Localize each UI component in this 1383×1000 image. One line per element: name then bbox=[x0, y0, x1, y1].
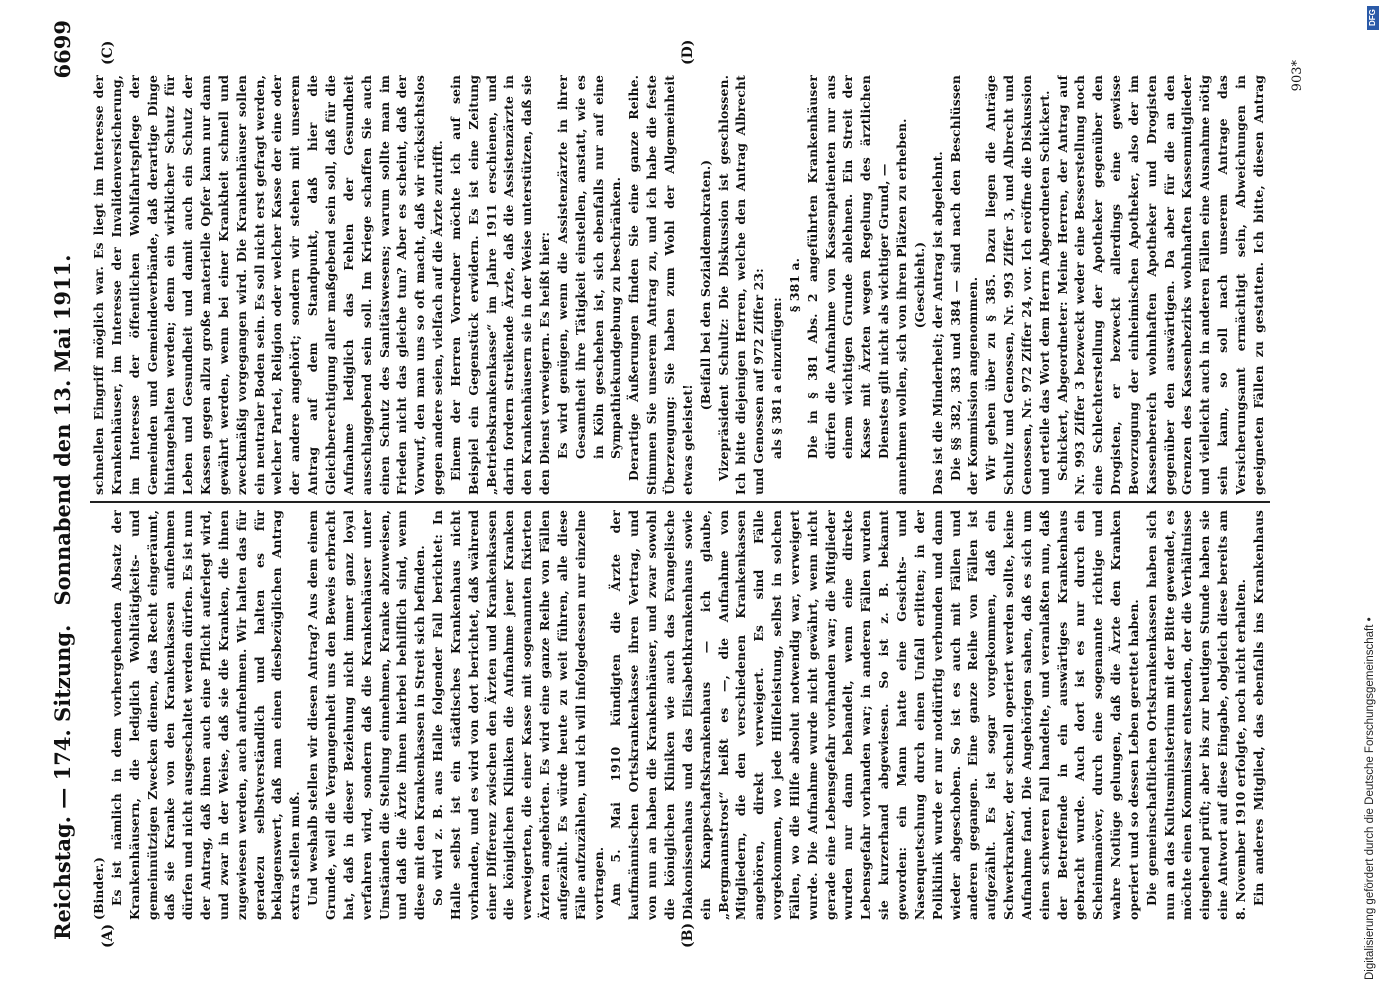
paragraph: als § 381 a einzufügen: bbox=[769, 297, 785, 459]
paragraph: (Beifall bei den Sozialdemokraten.) bbox=[697, 159, 713, 411]
paragraph: Es wird genügen, wenn die Assistenzärzte in ihrer Gesamtheit ihre Tätigkeit einstellen, anstatt, wie es in Köln geschehen ist, sich ebenfalls nur auf eine Sympathiekundgebung zu beschränken. bbox=[554, 75, 624, 459]
paragraph: § 381 a. bbox=[786, 257, 802, 313]
left-column bbox=[90, 510, 1270, 920]
margin-tag-d: (D) bbox=[680, 39, 696, 65]
paragraph: Am 5. Mai 1910 kündigten die Ärzte der kaufmännischen Ortskrankenkasse ihren Vertrag, und von nun an haben die Krankenhäuser, und zwar sowohl die königlichen Kliniken wie auch das Evangelische Diakonissenhaus und das Elisabethkrankenhaus sowie ein Knappschaftskrankenhaus — ich glaube, „Bergmannstrost“ heißt es —, die Aufnahme von Mitgliedern, die den verschiedenen Krankenkassen angehören, direkt verweigert. Es sind Fälle vorgekommen, wo jede Hilfeleistung, selbst in solchen Fällen, wo die Hilfe absolut notwendig war, verweigert wurde. Die Aufnahme wurde nicht gewährt, wenn nicht gerade eine Lebensgefahr vorhanden war; die Mitglieder wurden nur dann behandelt, wenn eine direkte Lebensgefahr vorhanden war; in anderen Fällen wurden sie kurzerhand abgewiesen. So ist z. B. bekannt geworden: ein Mann hatte eine Gesichts- und Nasenquetschung durch einen Unfall erlitten; in der Poliklinik wurde er nur notdürftig verbunden und dann wieder abgeschoben. So ist es auch mit Fällen und anderen gegangen. Eine ganze Reihe von Fällen ist aufgezählt. Es ist sogar vorgekommen, daß ein Schwerkranker, der schnell operiert werden sollte, keine Aufnahme fand. Die Angehörigen sahen, daß es sich um einen schweren Fall handelte, und veranlaßten nun, daß der Betreffende in ein auswärtiges Krankenhaus gebracht wurde. Auch dort ist es nur durch ein Scheinmanöver, durch eine sogenannte richtige und wahre Notlüge gelungen, daß die Ärzte den Kranken operiert und so dessen Leben gerettet haben. bbox=[608, 510, 1141, 920]
header-left: Reichstag. — 174. Sitzung. bbox=[50, 624, 75, 940]
paragraph: (Binder.) bbox=[91, 856, 106, 920]
dfg-notice: Digitalisierung gefördert durch die Deutsche Forschungsgemeinschaft • bbox=[1364, 617, 1376, 980]
header-date: Sonnabend den 13. Mai 1911. bbox=[50, 254, 75, 606]
paragraph: schnellen Eingriff möglich war. Es liegt im Interesse der Krankenhäuser, im Interesse der Invalidenversicherung, im Interesse der öffentlichen Wohlfahrtspflege der Gemeinden und Gemeindeverbände, daß derartige Dinge hintangehalten werden; denn ein wirklicher Schutz für Leben und Gesundheit und damit auch ein Schutz der Kassen gegen allzu große materielle Opfer kann nur dann gewährt werden, wenn bei einer Krankheit schnell und zweckmäßig vorgegangen wird. Die Krankenhäuser sollen ein neutraler Boden sein. Es soll nicht erst gefragt werden, welcher Partei, Religion oder welcher Kasse der eine oder der andere angehört; sondern wir stehen mit unserem Antrag auf dem Standpunkt, daß hier die Gleichberechtigung aller maßgebend sein soll, daß für die Aufnahme lediglich das Fehlen der Gesundheit ausschlaggebend sein soll. Im Kriege schaffen Sie auch einen Schutz des Sanitätswesens; warum sollte man im Frieden nicht das gleiche tun? Aber es scheint, daß der Vorwurf, den man uns so oft macht, daß wir rücksichtslos gegen andere seien, vielfach auf die Ärzte zutrifft. bbox=[91, 75, 446, 495]
paragraph: Es ist nämlich in dem vorhergehenden Absatz der Krankenhäusern, die lediglich Wohltätigkeits- und gemeinnützigen Zwecken dienen, das Recht eingeräumt, daß sie Kranke von den Krankenkassen aufnehmen dürfen und nicht ausgeschaltet werden dürfen. Es ist nun der Antrag, daß ihnen auch eine Pflicht auferlegt wird, und zwar in der Weise, daß sie die Kranken, die ihnen zugewiesen werden, auch aufnehmen. Wir halten das für geradezu selbstverständlich und halten es für beklagenswert, daß man einen diesbezüglichen Antrag extra stellen muß. bbox=[108, 510, 303, 920]
paragraph: Die §§ 382, 383 und 384 — sind nach den Beschlüssen der Kommission angenommen. bbox=[947, 75, 981, 495]
margin-tag-b: (B) bbox=[680, 922, 696, 948]
margin-tag-a: (A) bbox=[100, 923, 116, 948]
dfg-logo-icon: DFG bbox=[1367, 6, 1379, 30]
column-divider bbox=[90, 501, 1270, 503]
paragraph: Derartige Äußerungen finden Sie eine ganze Reihe. Stimmen Sie unserem Antrag zu, und ich habe die feste Überzeugung: Sie haben zum Wohl der Allgemeinheit etwas geleistet! bbox=[626, 75, 695, 495]
paragraph: Die in § 381 Abs. 2 angeführten Krankenhäuser dürfen die Aufnahme von Kassenpatienten nur aus einem wichtigen Grunde ablehnen. Ein Streit der Kasse mit Ärzten wegen Regelung des ärztlichen Dienstes gilt nicht als wichtiger Grund, — bbox=[804, 75, 892, 459]
paragraph: Schickert, Abgeordneter: Meine Herren, der Antrag auf Nr. 993 Ziffer 3 bezweckt weder eine Besserstellung noch eine Schlechterstellung der Apotheker gegenüber den Drogisten, er bezweckt allerdings eine gewisse Bevorzugung der einheimischen Apotheker, also der im Kassenbereich wohnhaften Apotheker und Drogisten gegenüber den auswärtigen. Da aber für die an den Grenzen des Kassenbezirks wohnhaften Kassenmitglieder und vielleicht auch in anderen Fällen eine Ausnahme nötig sein kann, so soll nach unserem Antrage das Versicherungsamt ermächtigt sein, Abweichungen in geeigneten Fällen zu gestatten. Ich bitte, diesen Antrag bbox=[1054, 75, 1266, 495]
paragraph: Einem der Herren Vorredner möchte ich auf sein Beispiel ein Gegenstück erwidern. Es ist eine Zeitung „Betriebskrankenkasse“ im Jahre 1911 erschienen, und darin fordern streikende Ärzte, daß die Assistenzärzte in den Krankenhäusern sie in der Weise unterstützen, daß sie den Dienst verweigern. Es heißt hier: bbox=[447, 75, 553, 495]
side-strip bbox=[1362, 0, 1383, 1000]
paragraph: Und weshalb stellen wir diesen Antrag? Aus dem einem Grunde, weil die Vergangenheit uns den Beweis erbracht hat, daß in dieser Beziehung nicht immer ganz loyal verfahren wird, sondern daß die Krankenhäuser unter Umständen die Stellung einnehmen, Kranke abzuweisen, und daß die Ärzte ihnen hierbei behilflich sind, wenn diese mit den Krankenkassen in Streit sich befinden. bbox=[305, 510, 428, 920]
page-number: 6699 bbox=[50, 20, 75, 79]
paragraph: (Geschieht.) bbox=[911, 241, 927, 329]
paragraph: Ein anderes Mitglied, das ebenfalls ins Krankenhaus bbox=[1250, 510, 1266, 906]
page-mark: 903* bbox=[1290, 60, 1305, 92]
paragraph: Wir gehen über zu § 385. Dazu liegen die Anträge Schultz und Genossen, Nr. 993 Ziffer 3, und Albrecht und Genossen, Nr. 972 Ziffer 24, vor. Ich eröffne die Diskussion und erteile das Wort dem Herrn Abgeordneten Schickert. bbox=[983, 75, 1052, 495]
right-column bbox=[90, 75, 1270, 495]
paragraph: So wird z. B. aus Halle folgender Fall berichtet: In Halle selbst ist ein städtisches Krankenhaus nicht vorhanden, und es wird von dort berichtet, daß während einer Differenz zwischen den Ärzten und Krankenkassen die königlichen Kliniken die Aufnahme jener Kranken verweigerten, die einer Kasse mit sogenannten fixierten Ärzten angehörten. Es wird eine ganze Reihe von Fällen aufgezählt. Es würde heute zu weit führen, alle diese Fälle aufzuzählen, und ich will infolgedessen nur einzelne vortragen. bbox=[430, 510, 606, 920]
paragraph: Das ist die Minderheit; der Antrag ist abgelehnt. bbox=[929, 151, 945, 495]
paragraph: annehmen wollen, sich von ihren Plätzen zu erheben. bbox=[893, 118, 909, 495]
margin-tag-c: (C) bbox=[100, 40, 116, 65]
paragraph: Die gemeinschaftlichen Ortskrankenkassen haben sich nun an das Kultusministerium mit der Bitte gewendet, es möchte einen Kommissar entsenden, der die Verhältnisse eingehend prüft; aber bis zur heutigen Stunde haben sie eine Antwort auf diese Eingabe, obgleich diese bereits am 8. November 1910 erfolgte, noch nicht erhalten. bbox=[1143, 510, 1248, 920]
paragraph: Vizepräsident Schultz: Die Diskussion ist geschlossen. Ich bitte diejenigen Herren, welche den Antrag Albrecht und Genossen auf 972 Ziffer 23: bbox=[715, 75, 767, 495]
